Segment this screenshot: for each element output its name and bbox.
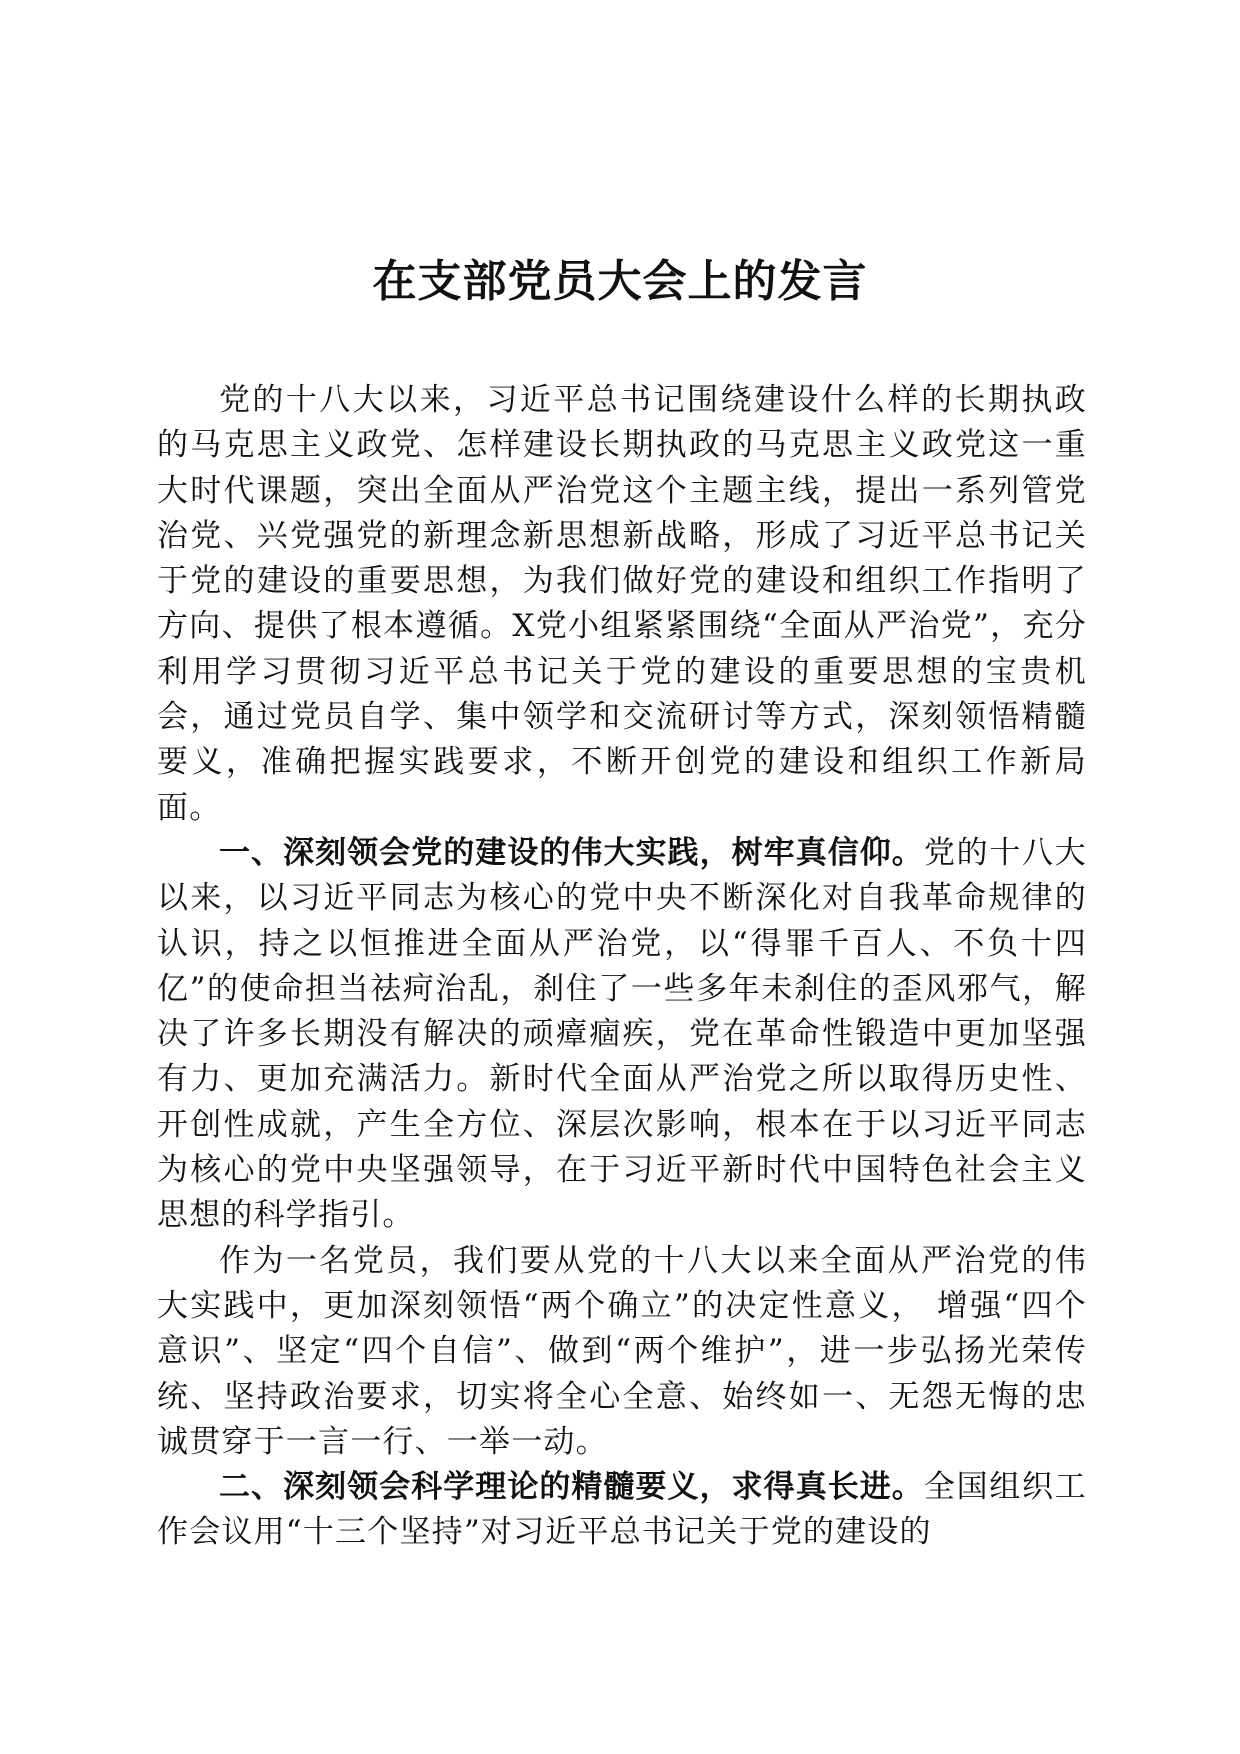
paragraph-text: 党的十八大以来，以习近平同志为核心的党中央不断深化对自我革命规律的认识，持之以恒推进全面从严治党，以“得罪千百人、不负十四亿”的使命担当祛疴治乱，刹住了一些多年未刹住的歪风邪气，解决了许多长期没有解决的顽瘴痼疾，党在革命性锻造中更加坚强有力、更加充满活力。新时代全面从严治党之所以取得历史性、开创性成就，产生全方位、深层次影响，根本在于以习近平同志为核心的党中央坚强领导，在于习近平新时代中国特色社会主义思想的科学指引。 <box>157 834 1087 1234</box>
paragraph-text: 党的十八大以来，习近平总书记围绕建设什么样的长期执政的马克思主义政党、怎样建设长期执政的马克思主义政党这一重大时代课题，突出全面从严治党这个主题主线，提出一系列管党治党、兴党强党的新理念新思想新战略，形成了习近平总书记关于党的建设的重要思想，为我们做好党的建设和组织工作指明了方向、提供了根本遵循。X党小组紧紧围绕“全面从严治党”，充分利用学习贯彻习近平总书记关于党的建设的重要思想的宝贵机会，通过党员自学、集中领学和交流研讨等方式，深刻领悟精髓要义，准确把握实践要求，不断开创党的建设和组织工作新局面。 <box>157 382 1087 826</box>
section-heading-one: 一、深刻领会党的建设的伟大实践，树牢真信仰。 <box>219 834 924 871</box>
paragraph-section-one <box>157 831 1087 1239</box>
page-title: 在支部党员大会上的发言 <box>372 256 868 307</box>
paragraph-text: 全国组织工作会议用“十三个坚持”对习近平总书记关于党的建设的 <box>157 1469 1087 1551</box>
paragraph-text: 作为一名党员，我们要从党的十八大以来全面从严治党的伟大实践中，更加深刻领悟“两个确立”的决定性意义， 增强“四个意识”、坚定“四个自信”、做到“两个维护”，进一步弘扬光荣传统、坚持政治要求，切实将全心全意、始终如一、无怨无悔的忠诚贯穿于一言一行、一举一动。 <box>157 1242 1087 1460</box>
section-heading-two: 二、深刻领会科学理论的精髓要义，求得真长进。 <box>219 1469 924 1506</box>
paragraph-intro <box>157 378 1087 831</box>
paragraph-section-two <box>157 1465 1087 1556</box>
paragraph-party-member <box>157 1239 1087 1465</box>
document-body <box>157 378 1087 1556</box>
